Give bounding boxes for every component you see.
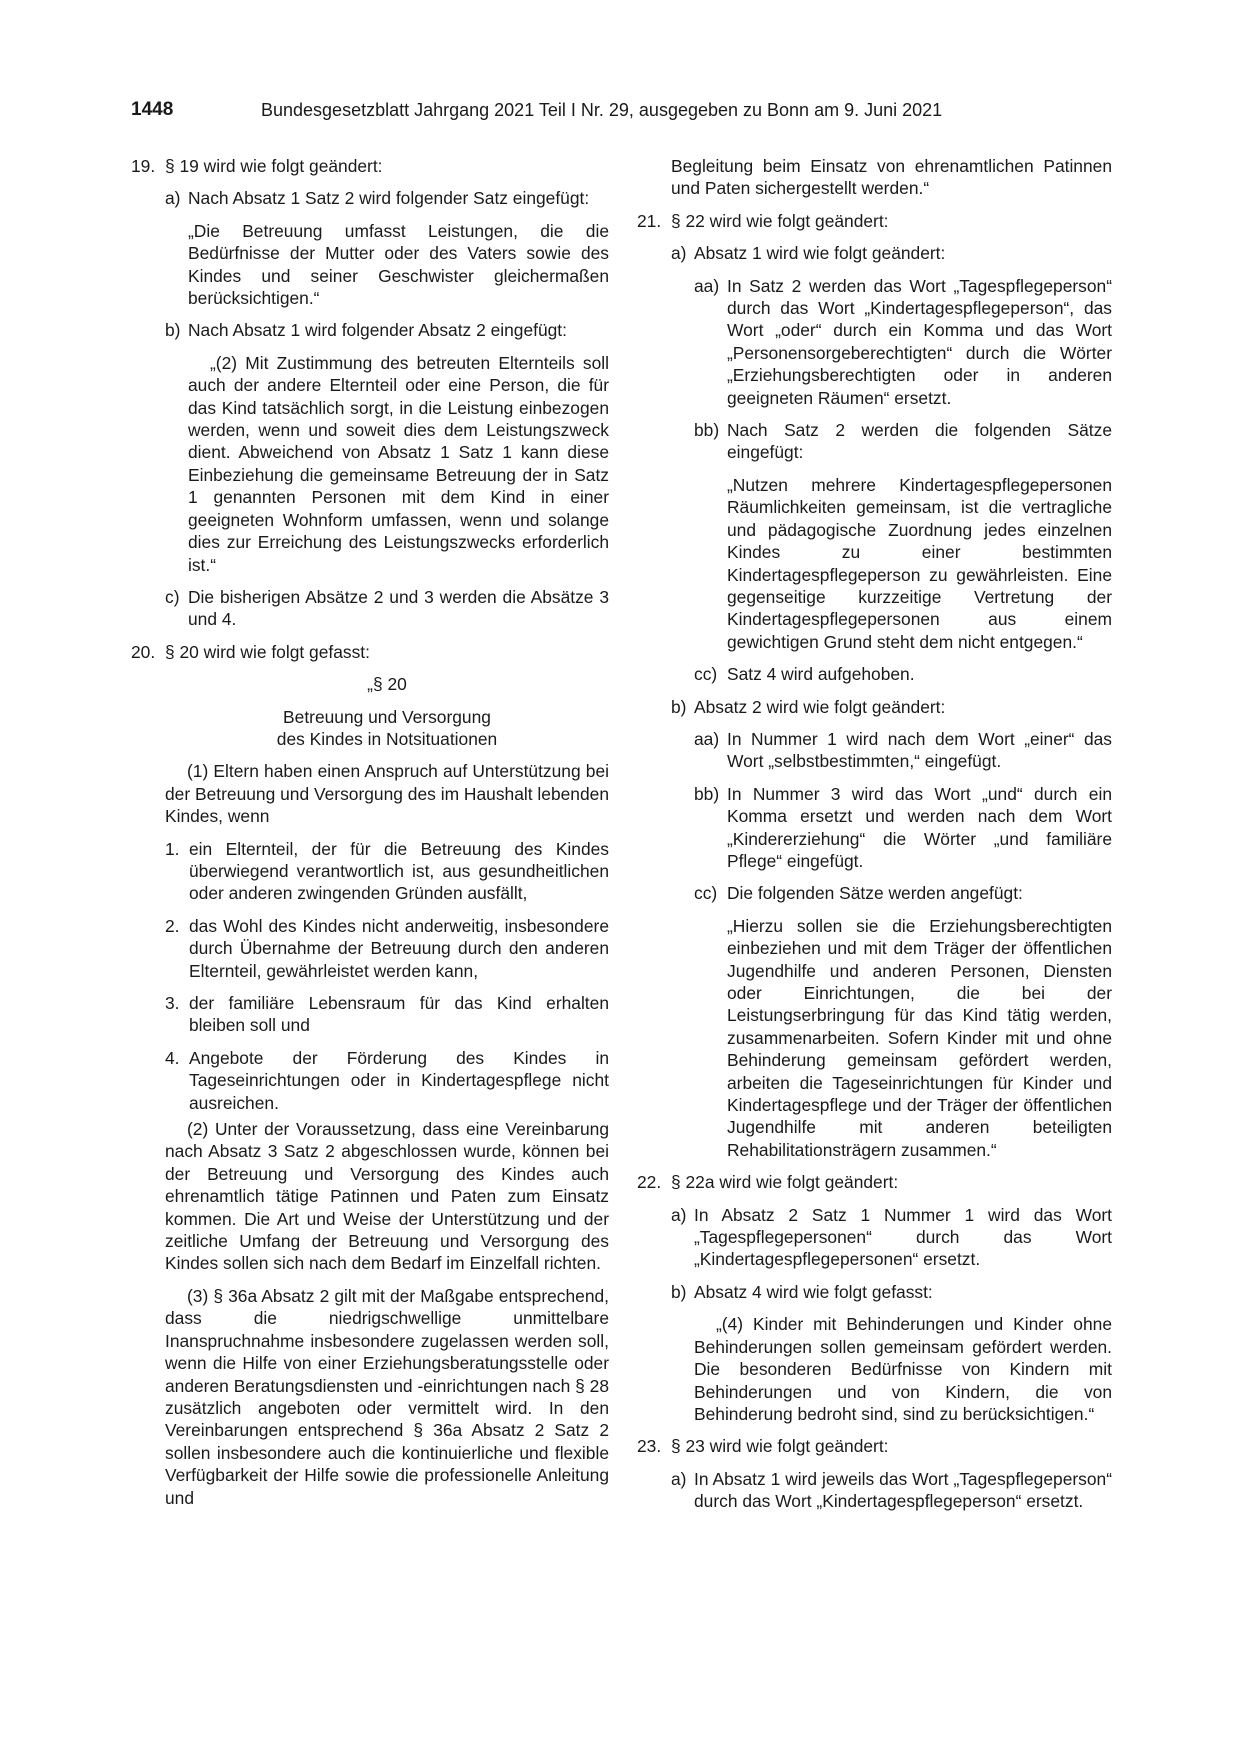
item-number: 1. <box>165 838 180 859</box>
list-item-23a <box>671 1468 1112 1513</box>
list-item-4 <box>165 1047 609 1114</box>
left-column <box>131 155 609 1519</box>
list-item-19c <box>165 586 609 631</box>
list-item-19a <box>165 187 609 209</box>
section-heading-line-1: Betreuung und Versorgung <box>283 706 491 727</box>
item-letter: bb) <box>694 420 720 441</box>
list-item-2 <box>165 915 609 982</box>
item-text: Absatz 1 wird wie folgt geändert: <box>694 243 946 264</box>
item-text: Nach Absatz 1 wird folgender Absatz 2 eingefügt: <box>188 320 567 341</box>
list-item-22b <box>671 1281 1112 1303</box>
item-letter: cc) <box>694 883 718 904</box>
item-text: das Wohl des Kindes nicht anderweitig, insbesondere durch Übernahme der Betreuung durch den anderen Elternteil, gewährleistet werden kann, <box>189 915 609 981</box>
item-text: § 22a wird wie folgt geändert: <box>671 1172 899 1193</box>
item-text: Satz 4 wird aufgehoben. <box>727 664 915 685</box>
list-item-20 <box>131 641 609 663</box>
item-text: In Nummer 1 wird nach dem Wort „einer“ das Wort „selbstbestimmten,“ eingefügt. <box>727 728 1112 772</box>
gazette-title: Bundesgesetzblatt Jahrgang 2021 Teil I Nr. 29, ausgegeben zu Bonn am 9. Juni 2021 <box>261 100 943 120</box>
item-text: Die bisherigen Absätze 2 und 3 werden die Absätze 3 und 4. <box>188 586 609 630</box>
item-number: 23. <box>637 1436 662 1457</box>
item-number: 2. <box>165 915 180 936</box>
list-item-3 <box>165 992 609 1037</box>
list-item-21b-aa <box>694 728 1112 773</box>
item-number: 21. <box>637 210 662 231</box>
item-number: 19. <box>131 156 156 176</box>
paragraph-3-continued: Begleitung beim Einsatz von ehrenamtlichen Patinnen und Paten sichergestellt werden.“ <box>671 156 1112 199</box>
item-letter: a) <box>671 1204 687 1225</box>
item-text: Nach Absatz 1 Satz 2 wird folgender Satz eingefügt: <box>188 188 590 209</box>
item-text: § 23 wird wie folgt geändert: <box>671 1436 889 1457</box>
quoted-text: „Nutzen mehrere Kindertagespflegepersonen Räumlichkeiten gemeinsam, ist die vertragliche und pädagogische Zuordnung jedes einzelnen Kindes zu einer bestimmten Kindertagespflegeperson zu gewährleisten. Eine gegenseitige kurzzeitige Vertretung der Kindertagespflegepersonen aus einem gewichtigen Grund steht dem nicht entgegen.“ <box>727 474 1112 652</box>
list-item-22a <box>671 1204 1112 1271</box>
item-number: 4. <box>165 1047 180 1068</box>
section-heading-line-2: des Kindes in Notsituationen <box>276 728 498 749</box>
item-text: § 22 wird wie folgt geändert: <box>671 210 889 231</box>
item-number: 3. <box>165 993 180 1013</box>
item-letter: bb) <box>694 783 720 804</box>
item-letter: aa) <box>694 275 720 296</box>
item-text: In Absatz 2 Satz 1 Nummer 1 wird das Wort „Tagespflegepersonen“ durch das Wort „Kindertagespflegepersonen“ ersetzt. <box>694 1204 1112 1270</box>
item-letter: a) <box>671 243 687 264</box>
item-number: 20. <box>131 641 156 662</box>
item-text: Die folgenden Sätze werden angefügt: <box>727 883 1023 904</box>
item-text: ein Elternteil, der für die Betreuung des Kindes überwiegend verantwortlich ist, aus gesundheitlichen oder anderen zwingenden Gründen ausfällt, <box>189 838 609 904</box>
item-text: Nach Satz 2 werden die folgenden Sätze eingefügt: <box>727 420 1112 463</box>
list-item-21a-bb <box>694 419 1112 464</box>
item-letter: aa) <box>694 728 720 749</box>
item-text: Absatz 2 wird wie folgt geändert: <box>694 696 946 717</box>
quoted-text: „Die Betreuung umfasst Leistungen, die die Bedürfnisse der Mutter oder des Vaters sowie des Kindes und seiner Geschwister gleichermaßen berücksichtigen.“ <box>188 220 609 309</box>
right-column <box>637 155 1112 1523</box>
item-text: Angebote der Förderung des Kindes in Tageseinrichtungen oder in Kindertagespflege nicht ausreichen. <box>189 1047 609 1113</box>
paragraph-1: (1) Eltern haben einen Anspruch auf Unterstützung bei der Betreuung und Versorgung des im Haushalt lebenden Kindes, wenn <box>165 761 609 827</box>
item-letter: a) <box>671 1468 687 1489</box>
list-item-21a-aa <box>694 275 1112 409</box>
quoted-text: „(2) Mit Zustimmung des betreuten Elternteils soll auch der andere Elternteil oder eine Person, die für das Kind tatsächlich sorgt, in die Leistung einbezogen werden, wenn und soweit dies dem Leistungszweck dient. Abweichend von Absatz 1 Satz 1 kann diese Einbeziehung die gemeinsame Betreuung der in Satz 1 genannten Personen mit dem Kind in einer geeigneten Wohnform umfassen, wenn und solange dies zur Erreichung des Leistungszwecks erforderlich ist.“ <box>188 352 609 575</box>
list-item-21b-bb <box>694 783 1112 873</box>
item-text: In Absatz 1 wird jeweils das Wort „Tagespflegeperson“ durch das Wort „Kindertagespflegeperson“ ersetzt. <box>694 1468 1112 1512</box>
item-letter: a) <box>165 188 181 209</box>
item-letter: b) <box>165 320 181 341</box>
list-item-1 <box>165 838 609 905</box>
list-item-21 <box>637 210 1112 232</box>
list-item-21b <box>671 696 1112 718</box>
list-item-22 <box>637 1171 1112 1193</box>
item-text: In Nummer 3 wird das Wort „und“ durch ein Komma ersetzt und werden nach dem Wort „Kindererziehung“ die Wörter „und familiäre Pflege“ eingefügt. <box>727 783 1112 871</box>
item-number: 22. <box>637 1172 662 1193</box>
item-text: § 20 wird wie folgt gefasst: <box>165 641 370 662</box>
item-letter: b) <box>671 1281 687 1302</box>
list-item-19 <box>131 155 609 177</box>
paragraph-3: (3) § 36a Absatz 2 gilt mit der Maßgabe entsprechend, dass die niedrigschwellige unmittelbare Inanspruchnahme insbesondere zugelassen werden soll, wenn die Hilfe von einer Erziehungsberatungsstelle oder anderen Beratungsdiensten und -einrichtungen nach § 28 zusätzlich angeboten oder vermittelt wird. In den Vereinbarungen entsprechend § 36a Absatz 2 Satz 2 sollen insbesondere auch die kontinuierliche und flexible Verfügbarkeit der Hilfe sowie die professionelle Anleitung und <box>165 1285 609 1508</box>
item-letter: b) <box>671 696 687 717</box>
item-text: der familiäre Lebensraum für das Kind erhalten bleiben soll und <box>189 993 609 1036</box>
item-text: § 19 wird wie folgt geändert: <box>165 156 383 176</box>
section-number: „§ 20 <box>367 674 407 695</box>
list-item-21a-cc <box>694 663 1112 685</box>
item-letter: c) <box>165 586 180 607</box>
item-letter: cc) <box>694 664 718 685</box>
quoted-text: „(4) Kinder mit Behinderungen und Kinder ohne Behinderungen sollen gemeinsam gefördert werden. Die besonderen Bedürfnisse von Kindern mit Behinderungen und von Kindern, die von Behinderung bedroht sind, sind zu berücksichtigen.“ <box>694 1314 1112 1424</box>
item-text: Absatz 4 wird wie folgt gefasst: <box>694 1281 933 1302</box>
paragraph-2: (2) Unter der Voraussetzung, dass eine Vereinbarung nach Absatz 3 Satz 2 abgeschlossen wurde, können bei der Betreuung und Versorgung des Kindes auch ehrenamtlich tätige Patinnen und Paten zum Einsatz kommen. Die Art und Weise der Unterstützung und der zeitliche Umfang der Betreuung und Versorgung des Kindes sollen sich nach dem Bedarf im Einzelfall richten. <box>165 1119 609 1274</box>
list-item-19b <box>165 319 609 341</box>
item-text: In Satz 2 werden das Wort „Tagespflegeperson“ durch das Wort „Kindertagespflegeperson“, das Wort „oder“ durch ein Komma und das Wort „Personensorgeberechtigten“ durch die Wörter „Erziehungsberechtigten oder in anderen geeigneten Räumen“ ersetzt. <box>727 275 1112 408</box>
list-item-21b-cc <box>694 882 1112 904</box>
list-item-23 <box>637 1435 1112 1457</box>
page-number: 1448 <box>131 99 174 120</box>
quoted-text: „Hierzu sollen sie die Erziehungsberechtigten einbeziehen und mit dem Träger der öffentlichen Jugendhilfe und anderen Personen, Diensten oder Einrichtungen, die bei der Leistungserbringung für das Kind tätig werden, zusammenarbeiten. Sofern Kinder mit und ohne Behinderung gemeinsam gefördert werden, arbeiten die Tageseinrichtungen für Kinder und Kindertagespflege und der Träger der öffentlichen Jugendhilfe mit anderen beteiligten Rehabilitationsträgern zusammen.“ <box>727 915 1112 1160</box>
list-item-21a <box>671 242 1112 264</box>
